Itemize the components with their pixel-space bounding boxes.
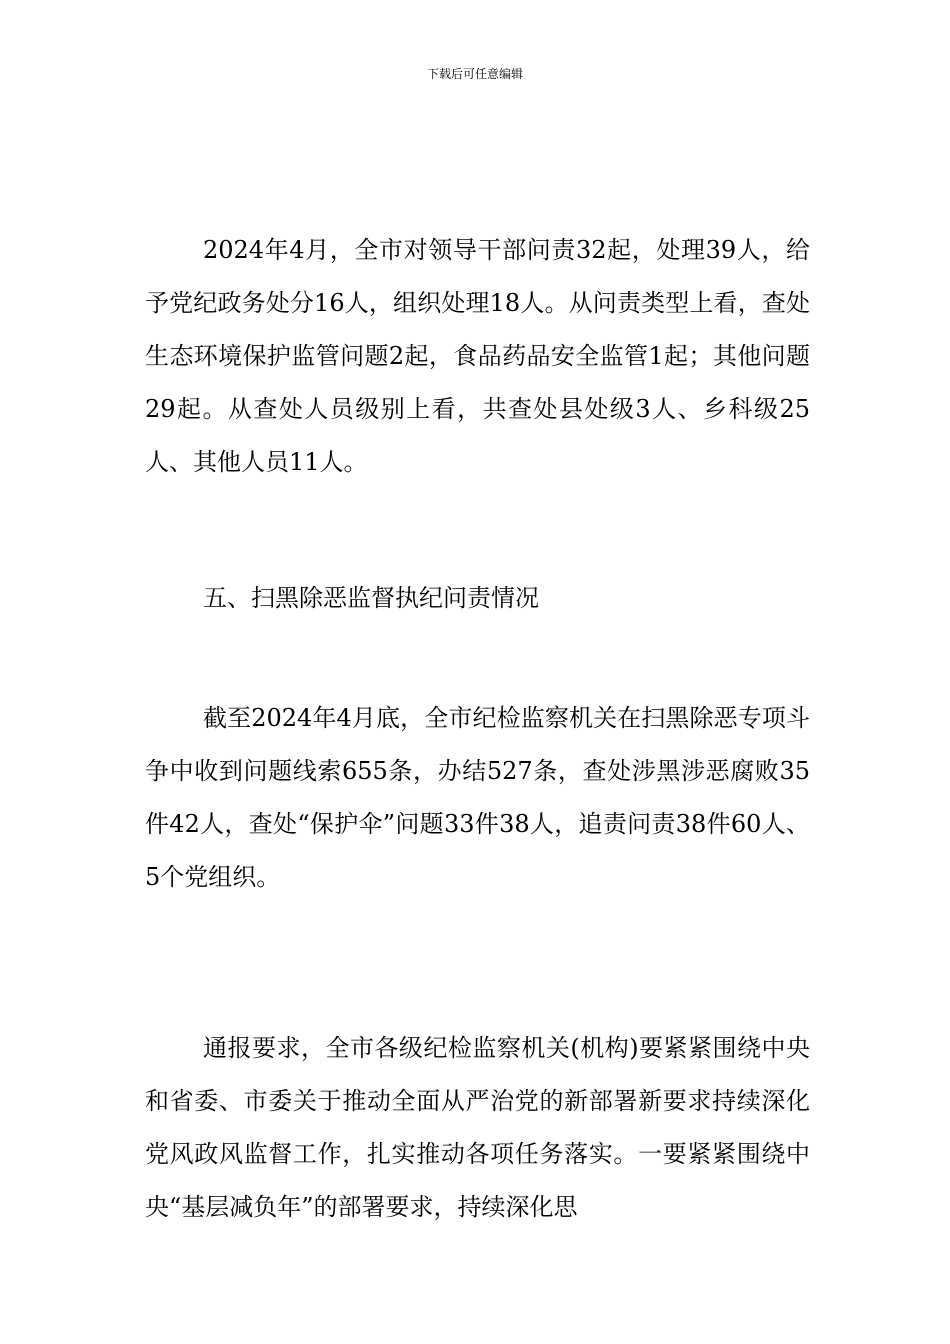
paragraph-accountability-summary: 2024年4月，全市对领导干部问责32起，处理39人，给予党纪政务处分16人，组织处理18人。从问责类型上看，查处生态环境保护监管问题2起，食品药品安全监管1起；其他问题29起。从查处人员级别上看，共查处县处级3人、乡科级25人、其他人员11人。 bbox=[145, 236, 810, 476]
page-header-note: 下载后可任意编辑 bbox=[426, 67, 523, 81]
paragraph-anti-gang-supervision: 截至2024年4月底，全市纪检监察机关在扫黑除恶专项斗争中收到问题线索655条，办结527条，查处涉黑涉恶腐败35件42人，查处“保护伞”问题33件38人，追责问责38件60人、5个党组织。 bbox=[145, 704, 810, 891]
paragraph-notice-requirements: 通报要求，全市各级纪检监察机关(机构)要紧紧围绕中央和省委、市委关于推动全面从严治党的新部署新要求持续深化党风政风监督工作，扎实推动各项任务落实。一要紧紧围绕中央“基层减负年”的部署要求，持续深化思 bbox=[145, 1034, 810, 1221]
section-heading: 五、扫黑除恶监督执纪问责情况 bbox=[203, 584, 539, 612]
